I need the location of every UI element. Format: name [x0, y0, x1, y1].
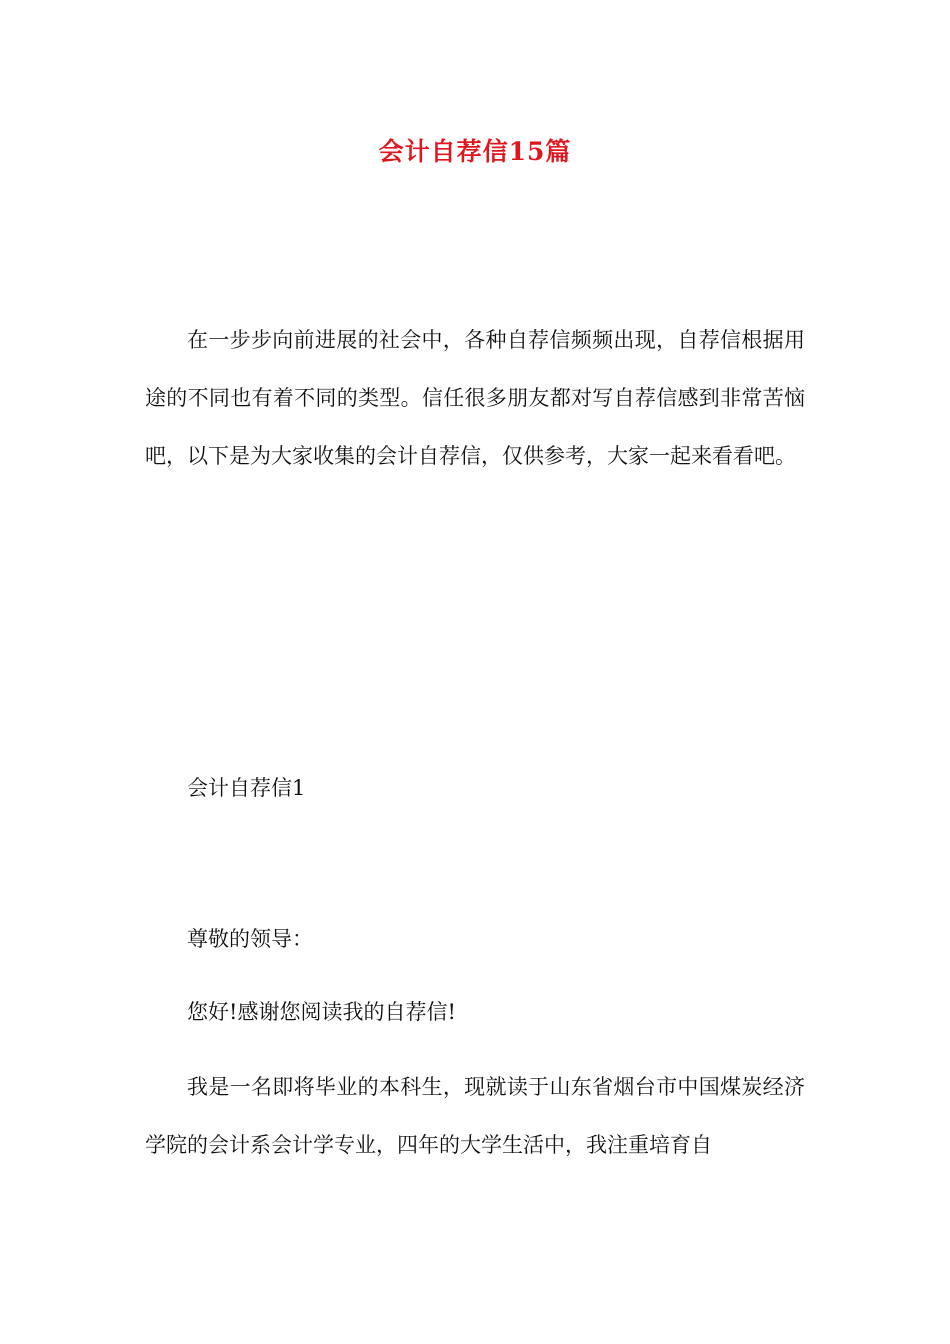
section-heading: 会计自荐信1	[187, 776, 306, 800]
body-paragraph: 我是一名即将毕业的本科生，现就读于山东省烟台市中国煤炭经济学院的会计系会计学专业，四年的大学生活中，我注重培育自	[145, 1075, 805, 1157]
greeting-line: 您好!感谢您阅读我的自荐信!	[187, 1000, 456, 1024]
salutation: 尊敬的领导：	[187, 927, 313, 951]
document-title: 会计自荐信15篇	[378, 137, 572, 166]
intro-paragraph: 在一步步向前进展的社会中，各种自荐信频频出现，自荐信根据用途的不同也有着不同的类型。信任很多朋友都对写自荐信感到非常苦恼吧，以下是为大家收集的会计自荐信，仅供参考，大家一起来看看吧。	[145, 328, 805, 468]
